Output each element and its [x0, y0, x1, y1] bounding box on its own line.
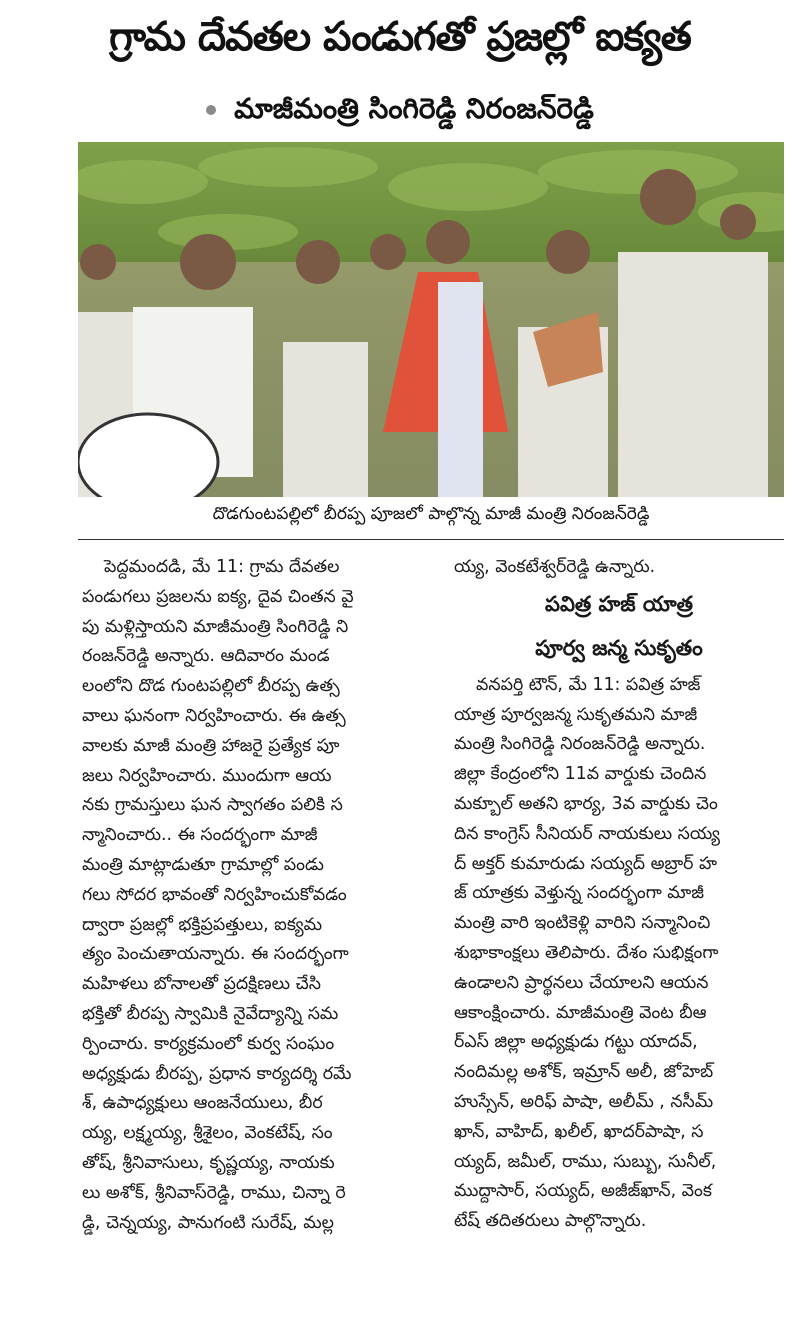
- article-line: పండుగలు ప్రజలను ఐక్య, దైవ చింతన వై: [82, 586, 354, 607]
- article-line: లు అశోక్, శ్రీనివాస్‌రెడ్డి, రాము, చిన్నా రె: [82, 1182, 346, 1203]
- article-line: మంత్రి మాట్లాడుతూ గ్రామాల్లో పండు: [82, 854, 324, 875]
- article-line: గలు సోదర భావంతో నిర్వహించుకోవడం: [82, 884, 347, 905]
- photo-caption: దొడగుంటపల్లిలో బీరప్ప పూజలో పాల్గొన్న మాజీ మంత్రి నిరంజన్‌రెడ్డి: [212, 504, 650, 524]
- article-line: ర్పించారు. కార్యక్రమంలో కుర్వ సంఘం: [82, 1033, 335, 1054]
- right-column: [454, 553, 784, 1237]
- article-line: పెద్దమందడి, మే 11: గ్రామ దేవతల: [104, 557, 340, 577]
- article-line: ర్ఎస్ జిల్లా అధ్యక్షుడు గట్టు యాదవ్,: [454, 1032, 698, 1053]
- story-subheading: పూర్వ జన్మ సుకృతం: [535, 635, 703, 660]
- article-line: భక్తితో బీరప్ప స్వామికి నైవేద్యాన్ని సమ: [82, 1003, 339, 1024]
- article-line: ఖాన్, వాహిద్, ఖలీల్, ఖాదర్‌పాషా, స: [454, 1121, 704, 1142]
- article-line: ముద్దాసార్, సయ్యద్, అజీజ్‌ఖాన్, వెంక: [454, 1181, 712, 1202]
- article-line: జ్ యాత్రకు వెళ్తున్న సందర్భంగా మాజీ: [454, 883, 704, 904]
- article-line: మంత్రి సింగిరెడ్డి నిరంజన్‌రెడ్డి అన్నారు.: [454, 734, 706, 755]
- article-line: హుస్సేన్, అరిఫ్ పాషా, అలీమ్ , నసీమ్: [454, 1091, 714, 1112]
- article-line: య్య, లక్ష్మయ్య, శ్రీశైలం, వెంకటేష్, సం: [82, 1123, 333, 1144]
- left-column: [82, 553, 438, 1238]
- article-line: ద్వారా ప్రజల్లో భక్తిప్రపత్తులు, ఐక్యమ: [82, 914, 322, 935]
- story-heading: పవిత్ర హజ్ యాత్ర: [545, 591, 693, 616]
- article-line: త్యం పెంచుతాయన్నారు. ఈ సందర్భంగా: [82, 944, 349, 965]
- article-line: మహిళలు బోనాలతో ప్రదక్షిణలు చేసి: [82, 974, 321, 995]
- article-line: జిల్లా కేంద్రంలోని 11వ వార్డుకు చెందిన: [454, 764, 707, 785]
- article-line: వాలకు మాజీ మంత్రి హాజరై ప్రత్యేక పూ: [82, 735, 340, 756]
- article-line: టేష్ తదితరులు పాల్గొన్నారు.: [454, 1211, 647, 1232]
- article-line: ద్ అక్తర్ కుమారుడు సయ్యద్ అబ్రార్ హ: [454, 853, 717, 874]
- subheadline-row: [0, 92, 800, 132]
- article-line: పు మళ్లిస్తాయని మాజీమంత్రి సింగిరెడ్డి ని: [82, 616, 349, 637]
- article-line: ఉండాలని ప్రార్థనలు చేయాలని ఆయన: [454, 972, 709, 993]
- article-line: వనపర్తి టౌన్, మే 11: పవిత్ర హజ్: [476, 674, 701, 695]
- photo-illustration: [78, 142, 784, 497]
- article-line: రంజన్‌రెడ్డి అన్నారు. ఆదివారం మండ: [82, 646, 330, 667]
- article-line: నకు గ్రామస్తులు ఘన స్వాగతం పలికి స: [82, 795, 343, 816]
- article-line: అధ్యక్షుడు బీరప్ప, ప్రధాన కార్యదర్శి రమే: [82, 1063, 352, 1084]
- bullet-icon: [206, 105, 216, 115]
- subheadline: మాజీమంత్రి సింగిరెడ్డి నిరంజన్‌రెడ్డి: [234, 92, 594, 125]
- article-line: యాత్ర పూర్వజన్మ సుకృతమని మాజీ: [454, 704, 698, 725]
- article-line: శ్, ఉపాధ్యక్షులు ఆంజనేయులు, బీర: [82, 1093, 323, 1114]
- article-line: నందిమల్ల అశోక్, ఇమ్రాన్ అలీ, జోహెబ్: [454, 1062, 714, 1083]
- article-line: తోష్, శ్రీనివాసులు, కృష్ణయ్య, నాయకు: [82, 1152, 335, 1173]
- article-line: మక్బూల్ అతని భార్య, 3వ వార్డుకు చెం: [454, 793, 718, 814]
- article-line: డ్డి, చెన్నయ్య, పానుగంటి సురేష్, మల్ల: [82, 1212, 334, 1233]
- article-line: లంలోని దొడ గుంటపల్లిలో బీరప్ప ఉత్స: [82, 676, 340, 697]
- article-line: య్యద్, జమీల్, రాము, సుబ్బు, సునీల్,: [454, 1151, 717, 1172]
- article-line: మంత్రి వారి ఇంటికెళ్లి వారిని సన్మానించి: [454, 913, 711, 934]
- article-line: వాలు ఘనంగా నిర్వహించారు. ఈ ఉత్స: [82, 705, 346, 726]
- article-line: జలు నిర్వహించారు. ముందుగా ఆయ: [82, 765, 332, 786]
- news-photo: [78, 142, 784, 497]
- article-line: న్మానించారు.. ఈ సందర్భంగా మాజీ: [82, 825, 318, 846]
- caption-divider: [78, 539, 784, 540]
- article-line: శుభాకాంక్షలు తెలిపారు. దేశం సుభిక్షంగా: [454, 942, 719, 963]
- article-line: య్య, వెంకటేశ్వర్‌రెడ్డి ఉన్నారు.: [454, 557, 656, 577]
- article-line: దిన కాంగ్రెస్ సీనియర్ నాయకులు సయ్య: [454, 823, 720, 844]
- headline: గ్రామ దేవతల పండుగతో ప్రజల్లో ఐక్యత: [109, 14, 691, 60]
- article-line: ఆకాంక్షించారు. మాజీమంత్రి వెంట బీఆ: [454, 1002, 707, 1023]
